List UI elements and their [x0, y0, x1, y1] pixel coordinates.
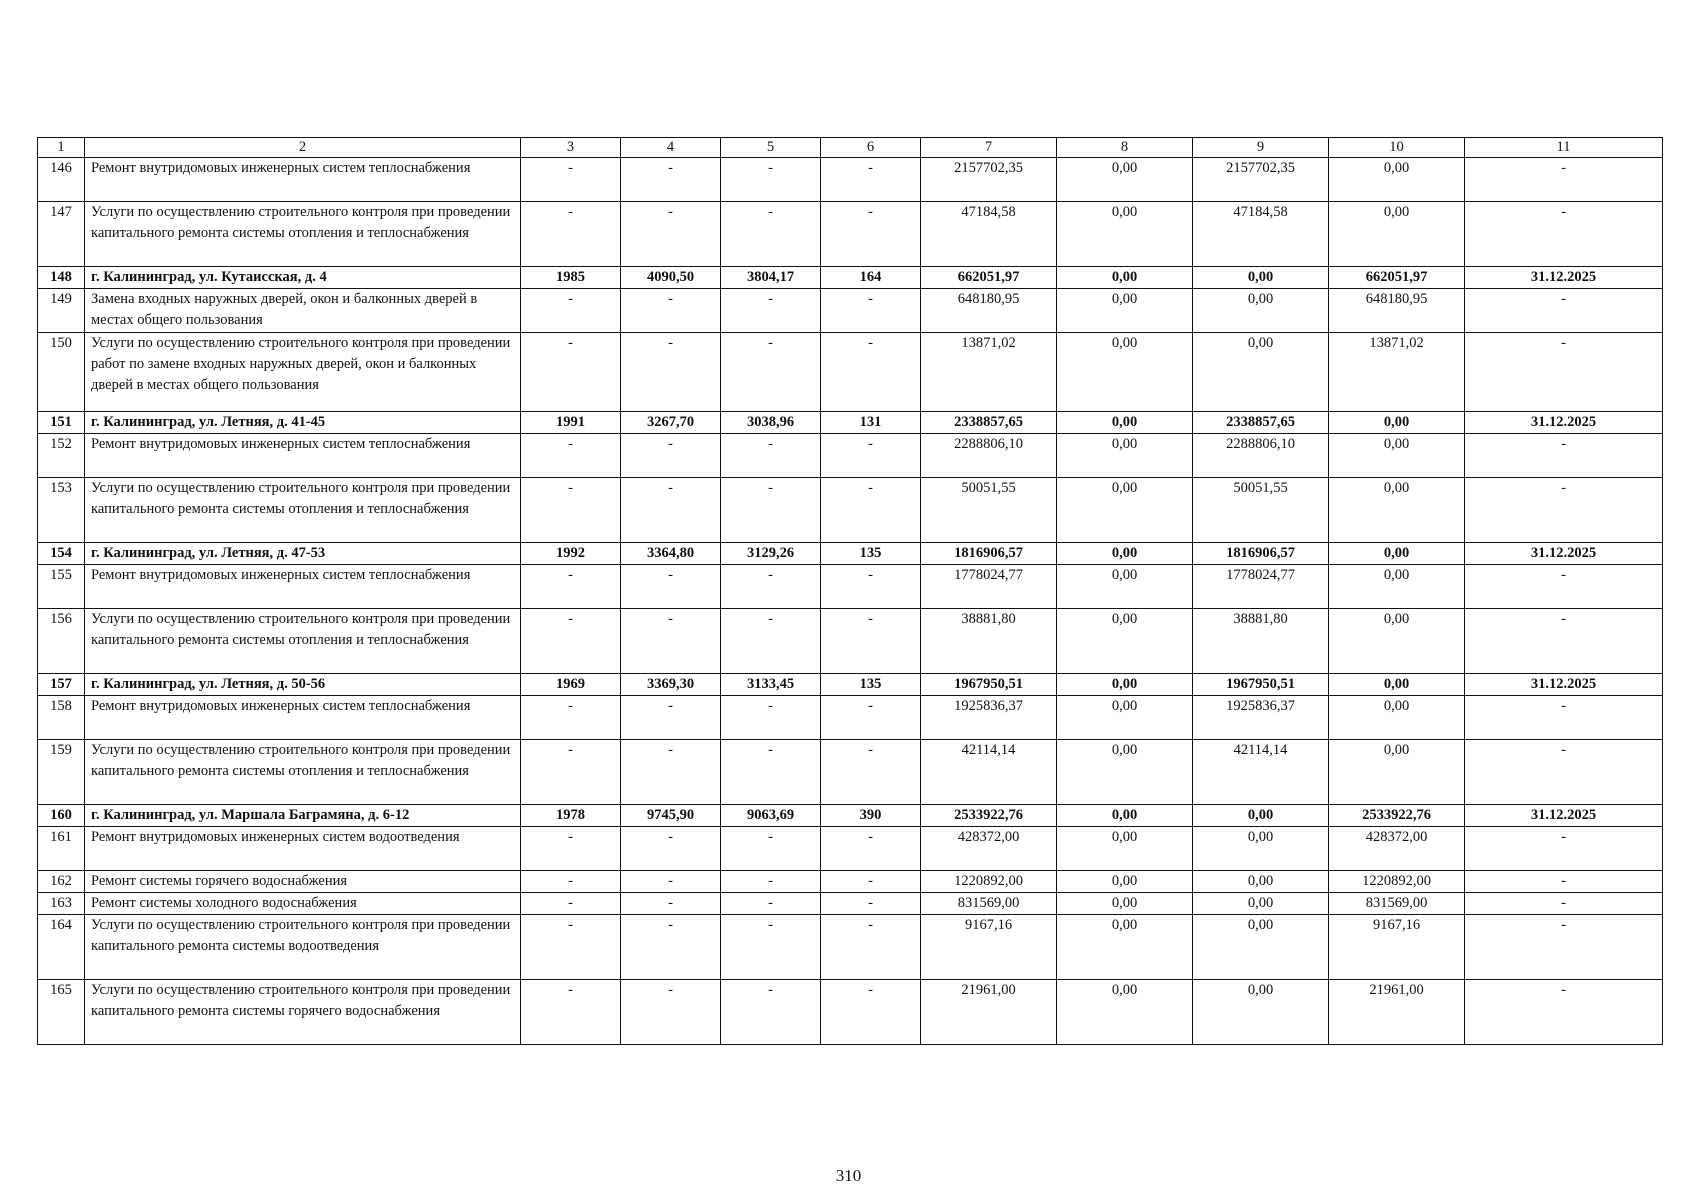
- residents: -: [821, 565, 921, 609]
- living-area: 9063,69: [721, 805, 821, 827]
- residents: -: [821, 696, 921, 740]
- total-area: 9745,90: [621, 805, 721, 827]
- living-area: -: [721, 202, 821, 267]
- residents: -: [821, 609, 921, 674]
- row-number: 161: [38, 827, 85, 871]
- residents: -: [821, 202, 921, 267]
- year-built: 1985: [521, 267, 621, 289]
- completion-date: -: [1465, 609, 1663, 674]
- row-number: 150: [38, 333, 85, 412]
- completion-date: 31.12.2025: [1465, 267, 1663, 289]
- row-number: 162: [38, 871, 85, 893]
- cost-col-9: 0,00: [1193, 267, 1329, 289]
- row-number: 153: [38, 478, 85, 543]
- row-number: 151: [38, 412, 85, 434]
- year-built: -: [521, 333, 621, 412]
- cost-col-9: 42114,14: [1193, 740, 1329, 805]
- residents: -: [821, 893, 921, 915]
- cost-col-8: 0,00: [1057, 289, 1193, 333]
- year-built: -: [521, 827, 621, 871]
- total-cost: 2157702,35: [921, 158, 1057, 202]
- total-area: -: [621, 915, 721, 980]
- table-body: [38, 158, 1663, 1045]
- living-area: -: [721, 871, 821, 893]
- residents: -: [821, 827, 921, 871]
- total-area: -: [621, 871, 721, 893]
- work-name: Услуги по осуществлению строительного контроля при проведении капитального ремонта системы отопления и теплоснабжения: [85, 202, 521, 267]
- work-name: Ремонт внутридомовых инженерных систем теплоснабжения: [85, 434, 521, 478]
- completion-date: -: [1465, 827, 1663, 871]
- total-cost: 831569,00: [921, 893, 1057, 915]
- year-built: -: [521, 202, 621, 267]
- completion-date: 31.12.2025: [1465, 805, 1663, 827]
- row-number: 147: [38, 202, 85, 267]
- work-name: Услуги по осуществлению строительного контроля при проведении капитального ремонта системы горячего водоснабжения: [85, 980, 521, 1045]
- total-area: 3369,30: [621, 674, 721, 696]
- cost-col-10: 648180,95: [1329, 289, 1465, 333]
- work-name: г. Калининград, ул. Летняя, д. 50-56: [85, 674, 521, 696]
- total-cost: 38881,80: [921, 609, 1057, 674]
- work-name: г. Калининград, ул. Кутаисская, д. 4: [85, 267, 521, 289]
- year-built: -: [521, 609, 621, 674]
- work-name: г. Калининград, ул. Летняя, д. 47-53: [85, 543, 521, 565]
- residents: 164: [821, 267, 921, 289]
- cost-col-9: 0,00: [1193, 805, 1329, 827]
- total-cost: 47184,58: [921, 202, 1057, 267]
- work-row: [38, 915, 1663, 980]
- cost-col-10: 21961,00: [1329, 980, 1465, 1045]
- cost-col-8: 0,00: [1057, 333, 1193, 412]
- address-row: [38, 267, 1663, 289]
- work-name: Услуги по осуществлению строительного контроля при проведении капитального ремонта системы отопления и теплоснабжения: [85, 740, 521, 805]
- work-name: Услуги по осуществлению строительного контроля при проведении работ по замене входных наружных дверей, окон и балконных дверей в местах общего пользования: [85, 333, 521, 412]
- completion-date: -: [1465, 333, 1663, 412]
- completion-date: -: [1465, 289, 1663, 333]
- completion-date: 31.12.2025: [1465, 543, 1663, 565]
- row-number: 146: [38, 158, 85, 202]
- completion-date: -: [1465, 696, 1663, 740]
- year-built: -: [521, 915, 621, 980]
- cost-col-9: 1967950,51: [1193, 674, 1329, 696]
- cost-col-9: 0,00: [1193, 893, 1329, 915]
- completion-date: -: [1465, 871, 1663, 893]
- work-row: [38, 434, 1663, 478]
- cost-col-10: 1220892,00: [1329, 871, 1465, 893]
- year-built: -: [521, 289, 621, 333]
- living-area: -: [721, 158, 821, 202]
- completion-date: -: [1465, 202, 1663, 267]
- cost-col-8: 0,00: [1057, 478, 1193, 543]
- cost-col-9: 0,00: [1193, 333, 1329, 412]
- column-number: 1: [38, 138, 85, 158]
- total-area: -: [621, 565, 721, 609]
- total-cost: 2288806,10: [921, 434, 1057, 478]
- work-row: [38, 980, 1663, 1045]
- living-area: 3129,26: [721, 543, 821, 565]
- cost-col-10: 0,00: [1329, 202, 1465, 267]
- work-name: Ремонт внутридомовых инженерных систем теплоснабжения: [85, 696, 521, 740]
- completion-date: -: [1465, 893, 1663, 915]
- address-row: [38, 412, 1663, 434]
- cost-col-8: 0,00: [1057, 674, 1193, 696]
- total-cost: 1220892,00: [921, 871, 1057, 893]
- cost-col-8: 0,00: [1057, 871, 1193, 893]
- row-number: 155: [38, 565, 85, 609]
- works-table: [37, 137, 1663, 1045]
- work-row: [38, 893, 1663, 915]
- residents: -: [821, 980, 921, 1045]
- header-row: [38, 138, 1663, 158]
- residents: -: [821, 740, 921, 805]
- total-cost: 50051,55: [921, 478, 1057, 543]
- living-area: 3804,17: [721, 267, 821, 289]
- column-number: 5: [721, 138, 821, 158]
- work-name: г. Калининград, ул. Летняя, д. 41-45: [85, 412, 521, 434]
- work-row: [38, 696, 1663, 740]
- completion-date: -: [1465, 478, 1663, 543]
- cost-col-8: 0,00: [1057, 158, 1193, 202]
- cost-col-9: 0,00: [1193, 289, 1329, 333]
- cost-col-8: 0,00: [1057, 980, 1193, 1045]
- cost-col-8: 0,00: [1057, 565, 1193, 609]
- living-area: 3133,45: [721, 674, 821, 696]
- work-name: Ремонт внутридомовых инженерных систем теплоснабжения: [85, 158, 521, 202]
- completion-date: 31.12.2025: [1465, 412, 1663, 434]
- row-number: 158: [38, 696, 85, 740]
- total-area: 3267,70: [621, 412, 721, 434]
- residents: -: [821, 915, 921, 980]
- cost-col-9: 2288806,10: [1193, 434, 1329, 478]
- total-area: -: [621, 333, 721, 412]
- total-area: -: [621, 609, 721, 674]
- cost-col-9: 0,00: [1193, 915, 1329, 980]
- living-area: -: [721, 827, 821, 871]
- total-area: -: [621, 202, 721, 267]
- year-built: -: [521, 158, 621, 202]
- total-area: -: [621, 980, 721, 1045]
- completion-date: -: [1465, 740, 1663, 805]
- year-built: -: [521, 696, 621, 740]
- total-area: -: [621, 289, 721, 333]
- work-name: Ремонт внутридомовых инженерных систем водоотведения: [85, 827, 521, 871]
- cost-col-8: 0,00: [1057, 827, 1193, 871]
- total-cost: 648180,95: [921, 289, 1057, 333]
- completion-date: 31.12.2025: [1465, 674, 1663, 696]
- residents: -: [821, 158, 921, 202]
- work-row: [38, 333, 1663, 412]
- row-number: 152: [38, 434, 85, 478]
- total-area: -: [621, 740, 721, 805]
- cost-col-10: 0,00: [1329, 609, 1465, 674]
- residents: -: [821, 871, 921, 893]
- residents: 131: [821, 412, 921, 434]
- cost-col-10: 0,00: [1329, 674, 1465, 696]
- living-area: 3038,96: [721, 412, 821, 434]
- residents: -: [821, 289, 921, 333]
- cost-col-10: 2533922,76: [1329, 805, 1465, 827]
- row-number: 156: [38, 609, 85, 674]
- column-number: 3: [521, 138, 621, 158]
- living-area: -: [721, 333, 821, 412]
- cost-col-10: 0,00: [1329, 565, 1465, 609]
- living-area: -: [721, 434, 821, 478]
- completion-date: -: [1465, 980, 1663, 1045]
- year-built: -: [521, 740, 621, 805]
- work-row: [38, 565, 1663, 609]
- completion-date: -: [1465, 915, 1663, 980]
- row-number: 148: [38, 267, 85, 289]
- cost-col-8: 0,00: [1057, 740, 1193, 805]
- cost-col-8: 0,00: [1057, 609, 1193, 674]
- total-cost: 1967950,51: [921, 674, 1057, 696]
- work-name: г. Калининград, ул. Маршала Баграмяна, д. 6-12: [85, 805, 521, 827]
- year-built: -: [521, 980, 621, 1045]
- cost-col-9: 1925836,37: [1193, 696, 1329, 740]
- total-area: -: [621, 434, 721, 478]
- cost-col-10: 0,00: [1329, 158, 1465, 202]
- address-row: [38, 543, 1663, 565]
- cost-col-9: 0,00: [1193, 871, 1329, 893]
- column-number: 7: [921, 138, 1057, 158]
- cost-col-9: 47184,58: [1193, 202, 1329, 267]
- total-area: -: [621, 158, 721, 202]
- total-cost: 662051,97: [921, 267, 1057, 289]
- cost-col-10: 13871,02: [1329, 333, 1465, 412]
- work-name: Ремонт внутридомовых инженерных систем теплоснабжения: [85, 565, 521, 609]
- year-built: 1969: [521, 674, 621, 696]
- cost-col-8: 0,00: [1057, 434, 1193, 478]
- completion-date: -: [1465, 565, 1663, 609]
- living-area: -: [721, 289, 821, 333]
- cost-col-10: 662051,97: [1329, 267, 1465, 289]
- total-cost: 428372,00: [921, 827, 1057, 871]
- address-row: [38, 674, 1663, 696]
- total-area: -: [621, 893, 721, 915]
- year-built: -: [521, 893, 621, 915]
- residents: -: [821, 478, 921, 543]
- year-built: 1992: [521, 543, 621, 565]
- cost-col-9: 1816906,57: [1193, 543, 1329, 565]
- cost-col-8: 0,00: [1057, 412, 1193, 434]
- living-area: -: [721, 565, 821, 609]
- total-cost: 13871,02: [921, 333, 1057, 412]
- cost-col-9: 2338857,65: [1193, 412, 1329, 434]
- residents: 390: [821, 805, 921, 827]
- work-row: [38, 740, 1663, 805]
- cost-col-9: 2157702,35: [1193, 158, 1329, 202]
- completion-date: -: [1465, 434, 1663, 478]
- residents: -: [821, 333, 921, 412]
- work-row: [38, 158, 1663, 202]
- total-cost: 1925836,37: [921, 696, 1057, 740]
- work-name: Услуги по осуществлению строительного контроля при проведении капитального ремонта системы водоотведения: [85, 915, 521, 980]
- row-number: 149: [38, 289, 85, 333]
- cost-col-9: 1778024,77: [1193, 565, 1329, 609]
- row-number: 159: [38, 740, 85, 805]
- row-number: 154: [38, 543, 85, 565]
- cost-col-8: 0,00: [1057, 202, 1193, 267]
- year-built: -: [521, 565, 621, 609]
- living-area: -: [721, 740, 821, 805]
- cost-col-8: 0,00: [1057, 805, 1193, 827]
- residents: 135: [821, 543, 921, 565]
- cost-col-8: 0,00: [1057, 543, 1193, 565]
- cost-col-8: 0,00: [1057, 915, 1193, 980]
- row-number: 160: [38, 805, 85, 827]
- cost-col-10: 9167,16: [1329, 915, 1465, 980]
- column-number: 2: [85, 138, 521, 158]
- cost-col-9: 0,00: [1193, 980, 1329, 1045]
- total-area: -: [621, 827, 721, 871]
- work-row: [38, 202, 1663, 267]
- row-number: 165: [38, 980, 85, 1045]
- column-number: 11: [1465, 138, 1663, 158]
- total-cost: 2338857,65: [921, 412, 1057, 434]
- living-area: -: [721, 478, 821, 543]
- address-row: [38, 805, 1663, 827]
- cost-col-10: 831569,00: [1329, 893, 1465, 915]
- column-number: 6: [821, 138, 921, 158]
- work-name: Услуги по осуществлению строительного контроля при проведении капитального ремонта системы отопления и теплоснабжения: [85, 478, 521, 543]
- page-number: 310: [835, 1166, 862, 1185]
- cost-col-9: 0,00: [1193, 827, 1329, 871]
- total-cost: 42114,14: [921, 740, 1057, 805]
- cost-col-10: 0,00: [1329, 543, 1465, 565]
- residents: -: [821, 434, 921, 478]
- year-built: 1991: [521, 412, 621, 434]
- row-number: 157: [38, 674, 85, 696]
- completion-date: -: [1465, 158, 1663, 202]
- total-area: -: [621, 478, 721, 543]
- cost-col-10: 0,00: [1329, 478, 1465, 543]
- column-number: 10: [1329, 138, 1465, 158]
- cost-col-10: 0,00: [1329, 696, 1465, 740]
- cost-col-10: 0,00: [1329, 434, 1465, 478]
- living-area: -: [721, 915, 821, 980]
- residents: 135: [821, 674, 921, 696]
- cost-col-10: 0,00: [1329, 740, 1465, 805]
- total-area: 4090,50: [621, 267, 721, 289]
- total-cost: 1816906,57: [921, 543, 1057, 565]
- work-row: [38, 609, 1663, 674]
- living-area: -: [721, 696, 821, 740]
- cost-col-8: 0,00: [1057, 893, 1193, 915]
- living-area: -: [721, 893, 821, 915]
- year-built: -: [521, 434, 621, 478]
- column-number: 8: [1057, 138, 1193, 158]
- total-cost: 1778024,77: [921, 565, 1057, 609]
- cost-col-8: 0,00: [1057, 267, 1193, 289]
- column-number: 9: [1193, 138, 1329, 158]
- total-area: 3364,80: [621, 543, 721, 565]
- total-cost: 9167,16: [921, 915, 1057, 980]
- cost-col-10: 428372,00: [1329, 827, 1465, 871]
- year-built: -: [521, 871, 621, 893]
- total-cost: 21961,00: [921, 980, 1057, 1045]
- work-row: [38, 289, 1663, 333]
- living-area: -: [721, 980, 821, 1045]
- cost-col-10: 0,00: [1329, 412, 1465, 434]
- work-name: Ремонт системы горячего водоснабжения: [85, 871, 521, 893]
- work-row: [38, 827, 1663, 871]
- year-built: 1978: [521, 805, 621, 827]
- cost-col-8: 0,00: [1057, 696, 1193, 740]
- work-row: [38, 871, 1663, 893]
- total-cost: 2533922,76: [921, 805, 1057, 827]
- work-name: Услуги по осуществлению строительного контроля при проведении капитального ремонта системы отопления и теплоснабжения: [85, 609, 521, 674]
- living-area: -: [721, 609, 821, 674]
- total-area: -: [621, 696, 721, 740]
- row-number: 164: [38, 915, 85, 980]
- cost-col-9: 38881,80: [1193, 609, 1329, 674]
- column-index-header: [38, 138, 1663, 158]
- work-name: Замена входных наружных дверей, окон и балконных дверей в местах общего пользования: [85, 289, 521, 333]
- year-built: -: [521, 478, 621, 543]
- cost-col-9: 50051,55: [1193, 478, 1329, 543]
- work-row: [38, 478, 1663, 543]
- row-number: 163: [38, 893, 85, 915]
- column-number: 4: [621, 138, 721, 158]
- work-name: Ремонт системы холодного водоснабжения: [85, 893, 521, 915]
